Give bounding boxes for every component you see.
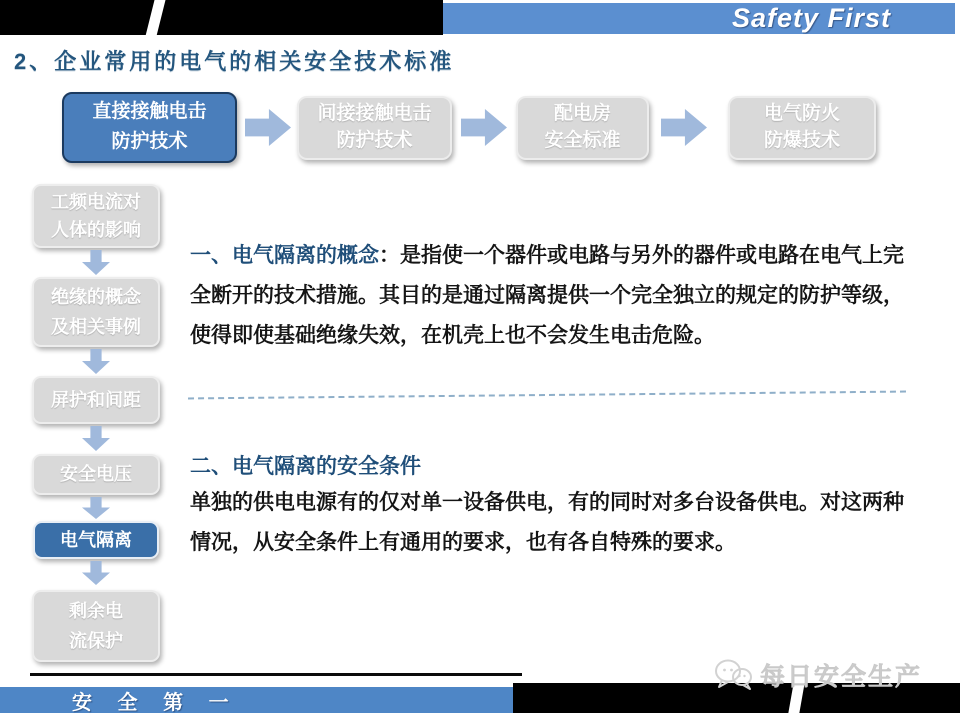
header-slash-decoration xyxy=(145,0,166,38)
arrow-down-icon xyxy=(82,497,110,519)
left-step-label: 屏护和间距 xyxy=(51,389,141,410)
left-step-label: 绝缘的概念 xyxy=(51,287,141,307)
flow-step-label: 电气防火 xyxy=(763,103,840,125)
left-step-shielding-clearance xyxy=(32,376,160,424)
section1-body: 是指使一个器件或电路与另外的器件或电路在电气上完全断开的技术措施。其目的是通过隔离提供一个完全独立的规定的防护等级，使得即使基础绝缘失效，在机壳上也不会发生电击危险。 xyxy=(190,244,904,347)
section1-colon: ： xyxy=(379,244,400,267)
brand-text: Safety First xyxy=(731,3,891,33)
left-step-label: 工频电流对 xyxy=(51,192,141,212)
arrow-down-icon xyxy=(82,349,110,374)
left-step-insulation-concept xyxy=(32,277,160,347)
watermark xyxy=(712,657,922,693)
flow-step-label: 防护技术 xyxy=(336,130,413,152)
dashed-divider xyxy=(188,391,906,400)
left-step-safety-voltage xyxy=(32,454,160,495)
arrow-right-icon xyxy=(245,109,291,146)
flow-step-label: 间接接触电击 xyxy=(317,103,432,125)
section2-heading: 二、电气隔离的安全条件 xyxy=(190,455,421,478)
header-blue-bar xyxy=(443,3,955,34)
flow-step-indirect-contact-protection xyxy=(297,96,452,160)
left-step-label: 剩余电 xyxy=(69,600,123,621)
left-step-residual-current-protection xyxy=(32,590,160,662)
arrow-right-icon xyxy=(661,109,707,146)
flow-step-label: 安全标准 xyxy=(544,130,621,152)
watermark-text: 每日安全生产 xyxy=(760,663,923,691)
arrow-down-icon xyxy=(82,426,110,451)
section2-body: 单独的供电电源有的仅对单一设备供电，有的同时对多台设备供电。对这两种情况，从安全条件上有通用的要求，也有各自特殊的要求。 xyxy=(190,491,904,554)
flow-step-direct-contact-protection xyxy=(62,92,237,163)
wechat-icon xyxy=(712,658,754,692)
header-black-bar xyxy=(0,0,443,35)
flow-step-distribution-room-standard xyxy=(516,96,649,160)
flow-step-label: 防护技术 xyxy=(111,130,188,152)
left-step-label: 人体的影响 xyxy=(51,219,141,240)
section1-heading: 一、电气隔离的概念 xyxy=(190,244,379,267)
arrow-down-icon xyxy=(82,561,110,585)
left-step-label: 及相关事例 xyxy=(51,316,141,337)
left-step-electrical-isolation xyxy=(33,521,159,559)
arrow-right-icon xyxy=(461,109,507,146)
footer-rule-line xyxy=(30,673,522,676)
footer-slogan: 安 全 第 一 xyxy=(72,691,239,714)
flow-step-label: 直接接触电击 xyxy=(92,101,207,123)
left-step-label: 安全电压 xyxy=(60,464,132,485)
page-title: 2、企业常用的电气的相关安全技术标准 xyxy=(14,49,455,74)
flow-step-fire-explosion-protection xyxy=(728,96,876,160)
left-step-label: 流保护 xyxy=(69,630,123,651)
footer-blue-bar xyxy=(0,687,518,713)
section1-paragraph xyxy=(190,236,912,356)
arrow-down-icon xyxy=(82,250,110,275)
flow-step-label: 防爆技术 xyxy=(763,130,840,152)
flow-step-label: 配电房 xyxy=(553,103,611,125)
left-step-power-frequency-current xyxy=(32,184,160,248)
left-step-label: 电气隔离 xyxy=(60,529,132,550)
